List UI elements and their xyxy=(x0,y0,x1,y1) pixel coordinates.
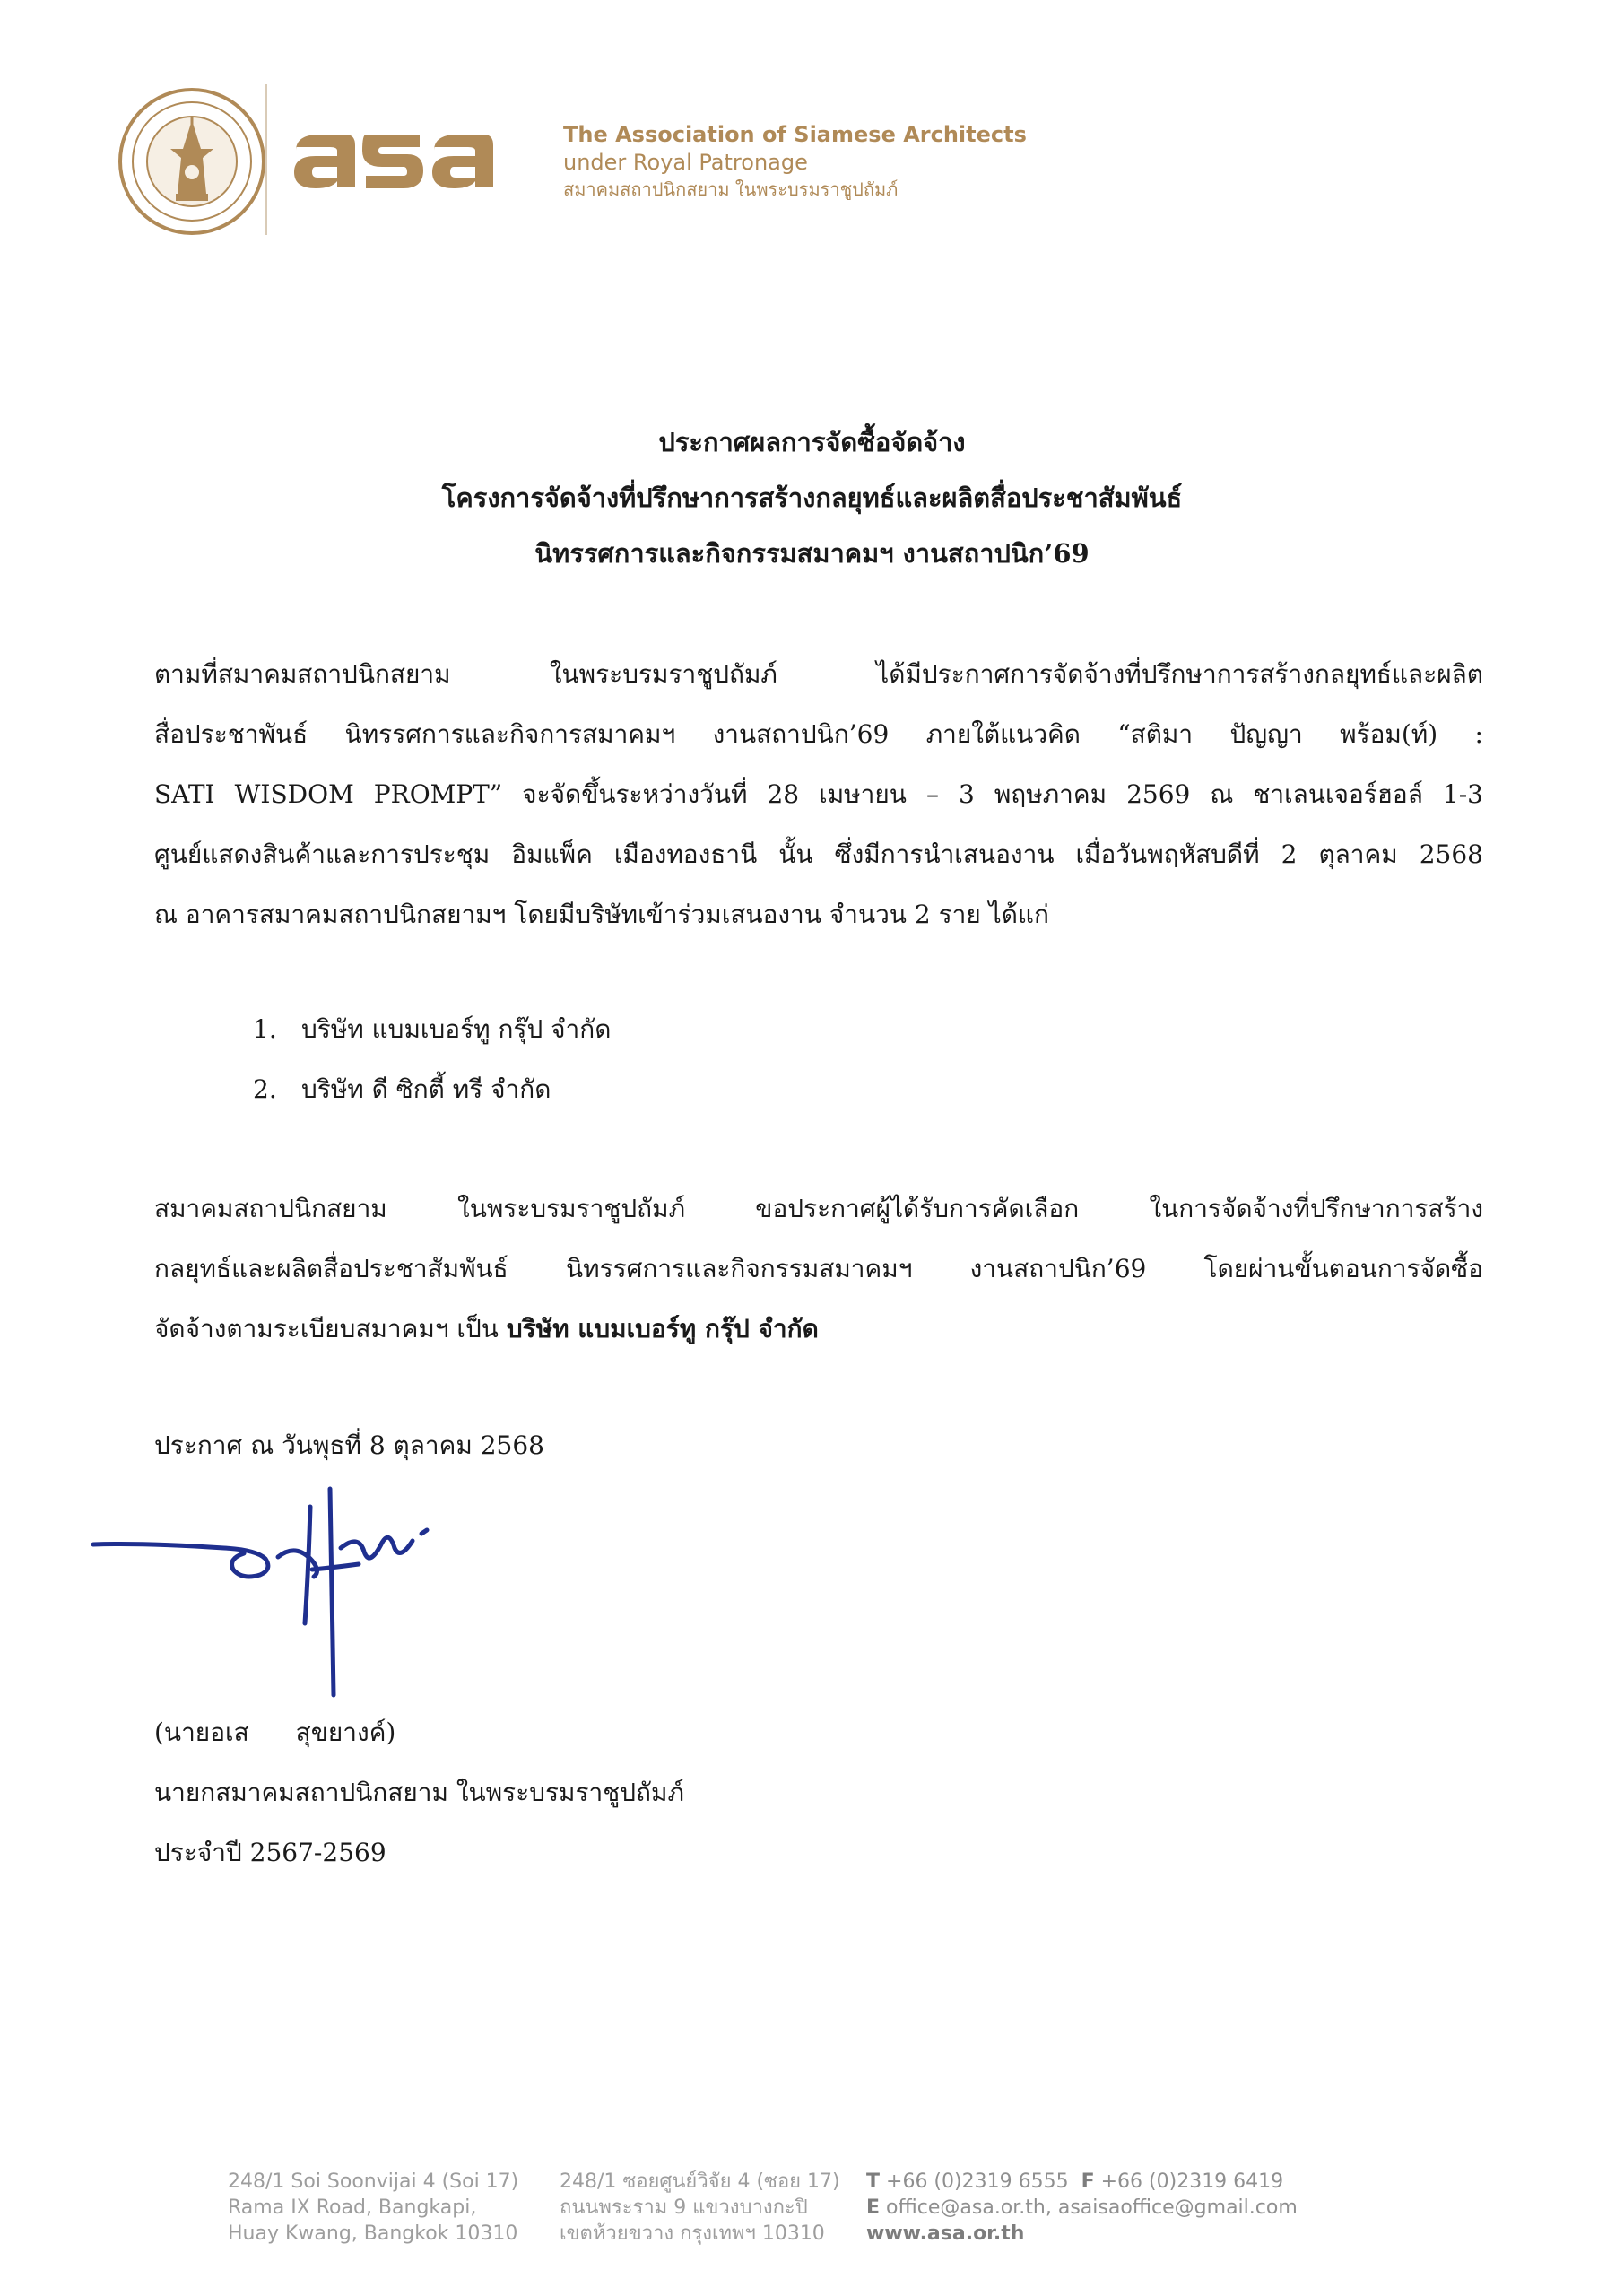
result-line-3-prefix: จัดจ้างตามระเบียบสมาคมฯ เป็น xyxy=(154,1314,499,1344)
footer-contact xyxy=(866,2169,1298,2247)
signer-name-first: (นายอเส xyxy=(154,1718,249,1747)
fax-label: F xyxy=(1081,2170,1095,2193)
signer-name-last: สุขยางค์) xyxy=(295,1718,396,1747)
signer-name xyxy=(154,1702,684,1762)
winner-name: บริษัท แบมเบอร์ทู กรุ๊ป จำกัด xyxy=(506,1314,819,1344)
bidder-name: บริษัท ดี ซิกตี้ ทรี จำกัด xyxy=(301,1074,551,1104)
email-label: E xyxy=(866,2196,881,2219)
bidder-name: บริษัท แบมเบอร์ทู กรุ๊ป จำกัด xyxy=(301,1014,612,1044)
org-subtitle-en: under Royal Patronage xyxy=(563,150,808,175)
org-name-th: สมาคมสถาปนิกสยาม ในพระบรมราชูปถัมภ์ xyxy=(563,178,899,200)
org-name-en: The Association of Siamese Architects xyxy=(563,122,1027,147)
signer-block xyxy=(154,1702,684,1883)
email-address[interactable]: office@asa.or.th, asaisaoffice@gmail.com xyxy=(886,2196,1298,2219)
footer-address-th-line: 248/1 ซอยศูนย์วิจัย 4 (ซอย 17) xyxy=(560,2170,840,2193)
result-line-2: กลยุทธ์และผลิตสื่อประชาสัมพันธ์ นิทรรศการและกิจกรรมสมาคมฯ งานสถาปนิก’69 โดยผ่านขั้นตอนการจัดซื้อ xyxy=(154,1254,1483,1283)
intro-line-1: ตามที่สมาคมสถาปนิกสยาม ในพระบรมราชูปถัมภ์ ได้มีประกาศการจัดจ้างที่ปรึกษาการสร้างกลยุทธ์และผลิต xyxy=(154,659,1483,689)
footer-address-en-line: Huay Kwang, Bangkok 10310 xyxy=(228,2222,518,2245)
footer-email xyxy=(866,2195,1298,2221)
list-item-number: 2. xyxy=(253,1074,277,1104)
asa-seal-logo xyxy=(117,86,267,237)
footer-address-en-line: Rama IX Road, Bangkapi, xyxy=(228,2196,477,2219)
footer-phone-fax xyxy=(866,2169,1298,2195)
tel-number: +66 (0)2319 6555 xyxy=(886,2170,1069,2193)
bidder-list xyxy=(253,999,611,1119)
tel-label: T xyxy=(866,2170,881,2193)
list-item xyxy=(253,1059,611,1119)
list-item-number: 1. xyxy=(253,1014,277,1044)
title-line-2: โครงการจัดจ้างที่ปรึกษาการสร้างกลยุทธ์และผลิตสื่อประชาสัมพันธ์ xyxy=(441,483,1183,513)
result-paragraph xyxy=(154,1178,1483,1359)
result-line-1: สมาคมสถาปนิกสยาม ในพระบรมราชูปถัมภ์ ขอประกาศผู้ได้รับการคัดเลือก ในการจัดจ้างที่ปรึกษาการสร้าง xyxy=(154,1194,1483,1223)
handwritten-signature xyxy=(90,1471,502,1704)
letter-footer xyxy=(228,2169,1394,2258)
asa-wordmark-logo xyxy=(289,120,495,197)
footer-address-th-line: เขตห้วยขวาง กรุงเทพฯ 10310 xyxy=(560,2222,825,2245)
footer-address-th-line: ถนนพระราม 9 แขวงบางกะปิ xyxy=(560,2196,808,2219)
intro-line-3: SATI WISDOM PROMPT” จะจัดขึ้นระหว่างวันที่ 28 เมษายน – 3 พฤษภาคม 2569 ณ ชาเลนเจอร์ฮอล์ 1-3 xyxy=(154,779,1483,809)
intro-paragraph xyxy=(154,644,1483,944)
announcement-title xyxy=(0,414,1624,581)
intro-line-4: ศูนย์แสดงสินค้าและการประชุม อิมแพ็ค เมืองทองธานี นั้น ซึ่งมีการนำเสนองาน เมื่อวันพฤหัสบดีที่ 2 ตุลาคม 2568 xyxy=(154,839,1483,869)
signer-term: ประจำปี 2567-2569 xyxy=(154,1838,386,1867)
footer-address-th xyxy=(560,2169,840,2247)
intro-line-2: สื่อประชาพันธ์ นิทรรศการและกิจการสมาคมฯ งานสถาปนิก’69 ภายใต้แนวคิด “สติมา ปัญญา พร้อม(ท์) : xyxy=(154,719,1483,749)
intro-line-5: ณ อาคารสมาคมสถาปนิกสยามฯ โดยมีบริษัทเข้าร่วมเสนองาน จำนวน 2 ราย ได้แก่ xyxy=(154,900,1049,929)
fax-number: +66 (0)2319 6419 xyxy=(1100,2170,1284,2193)
footer-website[interactable]: www.asa.or.th xyxy=(866,2222,1025,2245)
title-line-3: นิทรรศการและกิจกรรมสมาคมฯ งานสถาปนิก’69 xyxy=(534,538,1090,569)
list-item xyxy=(253,999,611,1059)
signer-position: นายกสมาคมสถาปนิกสยาม ในพระบรมราชูปถัมภ์ xyxy=(154,1778,684,1807)
title-line-1: ประกาศผลการจัดซื้อจัดจ้าง xyxy=(658,427,966,457)
association-name-block xyxy=(563,120,1101,203)
result-line-3 xyxy=(154,1299,1483,1359)
letterhead-divider xyxy=(265,84,267,235)
announcement-date: ประกาศ ณ วันพุธที่ 8 ตุลาคม 2568 xyxy=(154,1431,544,1460)
footer-address-en-line: 248/1 Soi Soonvijai 4 (Soi 17) xyxy=(228,2170,519,2193)
letterhead xyxy=(117,83,1103,244)
footer-address-en xyxy=(228,2169,518,2247)
